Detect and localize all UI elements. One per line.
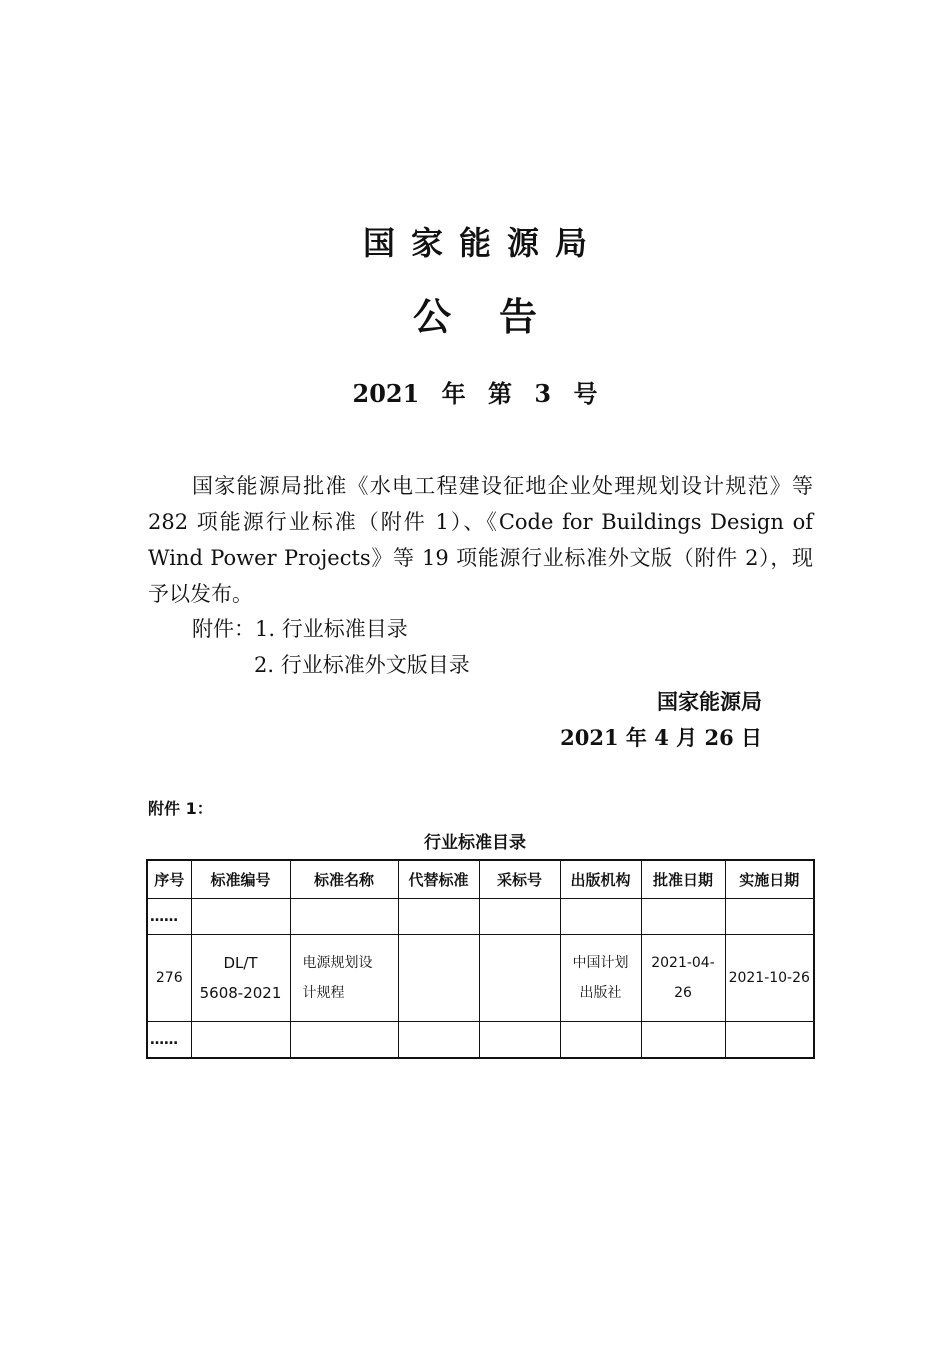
standard-name-cell [290, 935, 398, 1022]
document-title: 公告 [412, 295, 585, 339]
name-line: 计规程 [302, 985, 345, 1001]
signature-date: 2021 年 4 月 26 日 [560, 725, 762, 750]
announcement-paragraph: 国家能源局批准《水电工程建设征地企业处理规划设计规范》等 282 项能源行业标准（附件 1）、《Code for Buildings Design of Wind Power Projects》等 19 项能源行业标准外文版（附件 2），现予以发布。 [148, 474, 813, 606]
standards-catalog-table [146, 859, 815, 1059]
standard-code-cell [191, 935, 290, 1022]
column-header: 批准日期 [641, 860, 725, 899]
replaces-cell [398, 935, 479, 1022]
approved-date-cell: 2021-04-26 [641, 935, 725, 1022]
table-title: 行业标准目录 [424, 833, 526, 853]
seq-cell: 276 [147, 935, 191, 1022]
attachment-item-1: 附件：1. 行业标准目录 [192, 617, 408, 641]
column-header: 采标号 [479, 860, 560, 899]
ellipsis-cell: …… [147, 1022, 191, 1059]
column-header: 标准编号 [191, 860, 290, 899]
name-line: 电源规划设 [302, 955, 373, 971]
effective-date-cell: 2021-10-26 [725, 935, 814, 1022]
document-number: 2021 年 第 3 号 [352, 379, 598, 408]
table-row-ellipsis [147, 899, 814, 935]
ellipsis-cell: …… [147, 899, 191, 935]
publisher-line: 中国计划 [572, 955, 629, 971]
code-line: DL/T [223, 954, 258, 972]
issuing-organization: 国家能源局 [362, 224, 603, 262]
publisher-cell [560, 935, 641, 1022]
attachment-item-2: 2. 行业标准外文版目录 [254, 653, 470, 677]
column-header: 实施日期 [725, 860, 814, 899]
table-row [147, 935, 814, 1022]
column-header: 出版机构 [560, 860, 641, 899]
announcement-body [148, 468, 813, 612]
table-row-ellipsis [147, 1022, 814, 1059]
column-header: 代替标准 [398, 860, 479, 899]
code-line: 5608-2021 [199, 984, 282, 1002]
adopted-cell [479, 935, 560, 1022]
publisher-line: 出版社 [579, 985, 622, 1001]
column-header: 标准名称 [290, 860, 398, 899]
appendix-label: 附件 1： [148, 799, 213, 818]
signature-organization: 国家能源局 [657, 690, 762, 714]
table-header-row [147, 860, 814, 899]
column-header: 序号 [147, 860, 191, 899]
